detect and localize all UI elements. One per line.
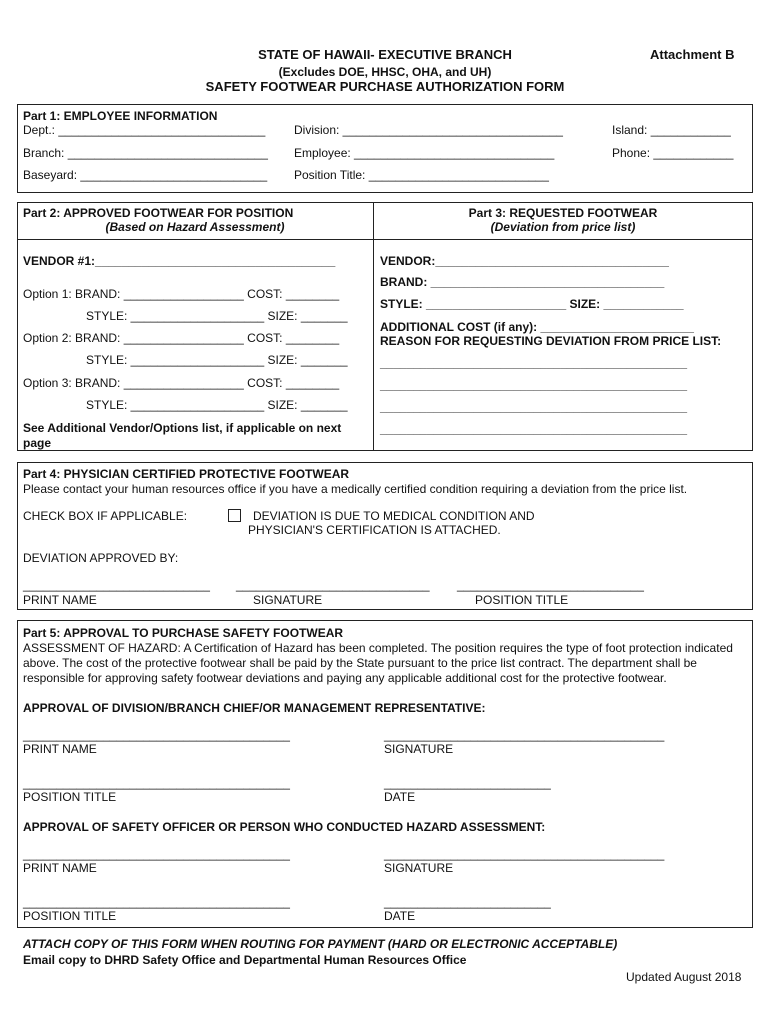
chief-approval-heading: APPROVAL OF DIVISION/BRANCH CHIEF/OR MANAGEMENT REPRESENTATIVE: bbox=[23, 701, 486, 715]
updated-date: Updated August 2018 bbox=[626, 970, 742, 984]
safety-print-name-line[interactable]: ________________________________________ bbox=[23, 847, 290, 861]
part2-heading: Part 2: APPROVED FOOTWEAR FOR POSITION bbox=[23, 206, 294, 220]
email-copy-instruction: Email copy to DHRD Safety Office and Departmental Human Resources Office bbox=[23, 953, 467, 967]
additional-cost-field[interactable]: ADDITIONAL COST (if any): _______________________ bbox=[380, 320, 694, 334]
option2-brand-cost[interactable]: Option 2: BRAND: __________________ COST: ________ bbox=[23, 331, 340, 345]
chief-signature-line[interactable]: __________________________________________ bbox=[384, 728, 665, 742]
form-title: SAFETY FOOTWEAR PURCHASE AUTHORIZATION FORM bbox=[205, 79, 565, 94]
chief-position-title-line[interactable]: ________________________________________ bbox=[23, 776, 290, 790]
reason-line[interactable]: ______________________________________________ bbox=[380, 400, 687, 414]
additional-vendor-note: See Additional Vendor/Options list, if applicable on next bbox=[23, 421, 342, 435]
signature-label: SIGNATURE bbox=[253, 593, 323, 607]
chief-date-label: DATE bbox=[384, 790, 416, 804]
excludes-note: (Excludes DOE, HHSC, OHA, and UH) bbox=[278, 65, 492, 79]
deviation-reason-label: REASON FOR REQUESTING DEVIATION FROM PRICE LIST: bbox=[380, 334, 722, 348]
position-title-field[interactable]: Position Title: ___________________________ bbox=[294, 168, 549, 182]
part4-instruction: Please contact your human resources office if you have a medically certified condition requiring a deviation from the price list. bbox=[23, 482, 688, 496]
employee-field[interactable]: Employee: ______________________________ bbox=[294, 146, 555, 160]
reason-line[interactable]: ______________________________________________ bbox=[380, 378, 687, 392]
part2-subheading: (Based on Hazard Assessment) bbox=[105, 220, 285, 234]
chief-position-title-label: POSITION TITLE bbox=[23, 790, 117, 804]
part3-vendor-field[interactable]: VENDOR:___________________________________ bbox=[380, 254, 669, 268]
safety-date-label: DATE bbox=[384, 909, 416, 923]
print-name-line[interactable]: ____________________________ bbox=[23, 578, 210, 592]
additional-vendor-note-cont: page bbox=[23, 436, 52, 450]
part5-heading: Part 5: APPROVAL TO PURCHASE SAFETY FOOTWEAR bbox=[23, 626, 344, 640]
phone-field[interactable]: Phone: ____________ bbox=[612, 146, 734, 160]
check-box-label: CHECK BOX IF APPLICABLE: bbox=[23, 509, 188, 523]
position-title-line[interactable]: ____________________________ bbox=[457, 578, 644, 592]
medical-deviation-checkbox[interactable] bbox=[228, 509, 241, 522]
attachment-label: Attachment B bbox=[650, 47, 735, 62]
reason-line[interactable]: ______________________________________________ bbox=[380, 356, 687, 370]
option1-brand-cost[interactable]: Option 1: BRAND: __________________ COST: ________ bbox=[23, 287, 340, 301]
part1-heading: Part 1: EMPLOYEE INFORMATION bbox=[23, 109, 218, 123]
part-header-divider bbox=[17, 239, 753, 240]
chief-print-name-line[interactable]: ________________________________________ bbox=[23, 728, 290, 742]
baseyard-field[interactable]: Baseyard: ____________________________ bbox=[23, 168, 268, 182]
hazard-assessment-text: ASSESSMENT OF HAZARD: A Certification of Hazard has been completed. The position requires the type of foot protection indicated above. The cost of the protective footwear shall be paid by the State pursuant to the price list contract. The department shall be responsible for approving safety footwear deviations and paying any applicable additional cost for the protective footwear. bbox=[23, 641, 733, 685]
safety-print-name-label: PRINT NAME bbox=[23, 861, 97, 875]
option1-style-size[interactable]: STYLE: ____________________ SIZE: _______ bbox=[86, 309, 348, 323]
option3-style-size[interactable]: STYLE: ____________________ SIZE: _______ bbox=[86, 398, 348, 412]
signature-line[interactable]: _____________________________ bbox=[236, 578, 430, 592]
print-name-label: PRINT NAME bbox=[23, 593, 97, 607]
chief-print-name-label: PRINT NAME bbox=[23, 742, 97, 756]
position-title-label: POSITION TITLE bbox=[475, 593, 569, 607]
attach-copy-instruction: ATTACH COPY OF THIS FORM WHEN ROUTING FOR PAYMENT (HARD OR ELECTRONIC ACCEPTABLE) bbox=[23, 937, 618, 951]
part3-style-size-field[interactable]: STYLE: _____________________ SIZE: ____________ bbox=[380, 297, 684, 311]
safety-signature-label: SIGNATURE bbox=[384, 861, 454, 875]
safety-date-line[interactable]: _________________________ bbox=[384, 895, 551, 909]
option3-brand-cost[interactable]: Option 3: BRAND: __________________ COST: ________ bbox=[23, 376, 340, 390]
island-field[interactable]: Island: ____________ bbox=[612, 123, 731, 137]
vendor1-field[interactable]: VENDOR #1:____________________________________ bbox=[23, 254, 336, 268]
deviation-approved-by-label: DEVIATION APPROVED BY: bbox=[23, 551, 179, 565]
division-field[interactable]: Division: _________________________________ bbox=[294, 123, 563, 137]
part3-subheading: (Deviation from price list) bbox=[490, 220, 636, 234]
safety-position-title-line[interactable]: ________________________________________ bbox=[23, 895, 290, 909]
reason-line[interactable]: ______________________________________________ bbox=[380, 422, 687, 436]
state-title: STATE OF HAWAII- EXECUTIVE BRANCH bbox=[258, 47, 512, 62]
safety-position-title-label: POSITION TITLE bbox=[23, 909, 117, 923]
part3-heading: Part 3: REQUESTED FOOTWEAR bbox=[468, 206, 658, 220]
chief-signature-label: SIGNATURE bbox=[384, 742, 454, 756]
chief-date-line[interactable]: _________________________ bbox=[384, 776, 551, 790]
deviation-statement-cont: PHYSICIAN'S CERTIFICATION IS ATTACHED. bbox=[248, 523, 501, 537]
branch-field[interactable]: Branch: ______________________________ bbox=[23, 146, 268, 160]
deviation-statement: DEVIATION IS DUE TO MEDICAL CONDITION AND bbox=[253, 509, 535, 523]
part4-heading: Part 4: PHYSICIAN CERTIFIED PROTECTIVE FOOTWEAR bbox=[23, 467, 350, 481]
safety-approval-heading: APPROVAL OF SAFETY OFFICER OR PERSON WHO CONDUCTED HAZARD ASSESSMENT: bbox=[23, 820, 546, 834]
safety-signature-line[interactable]: __________________________________________ bbox=[384, 847, 665, 861]
option2-style-size[interactable]: STYLE: ____________________ SIZE: _______ bbox=[86, 353, 348, 367]
dept-field[interactable]: Dept.: _______________________________ bbox=[23, 123, 266, 137]
part3-brand-field[interactable]: BRAND: ___________________________________ bbox=[380, 275, 665, 289]
